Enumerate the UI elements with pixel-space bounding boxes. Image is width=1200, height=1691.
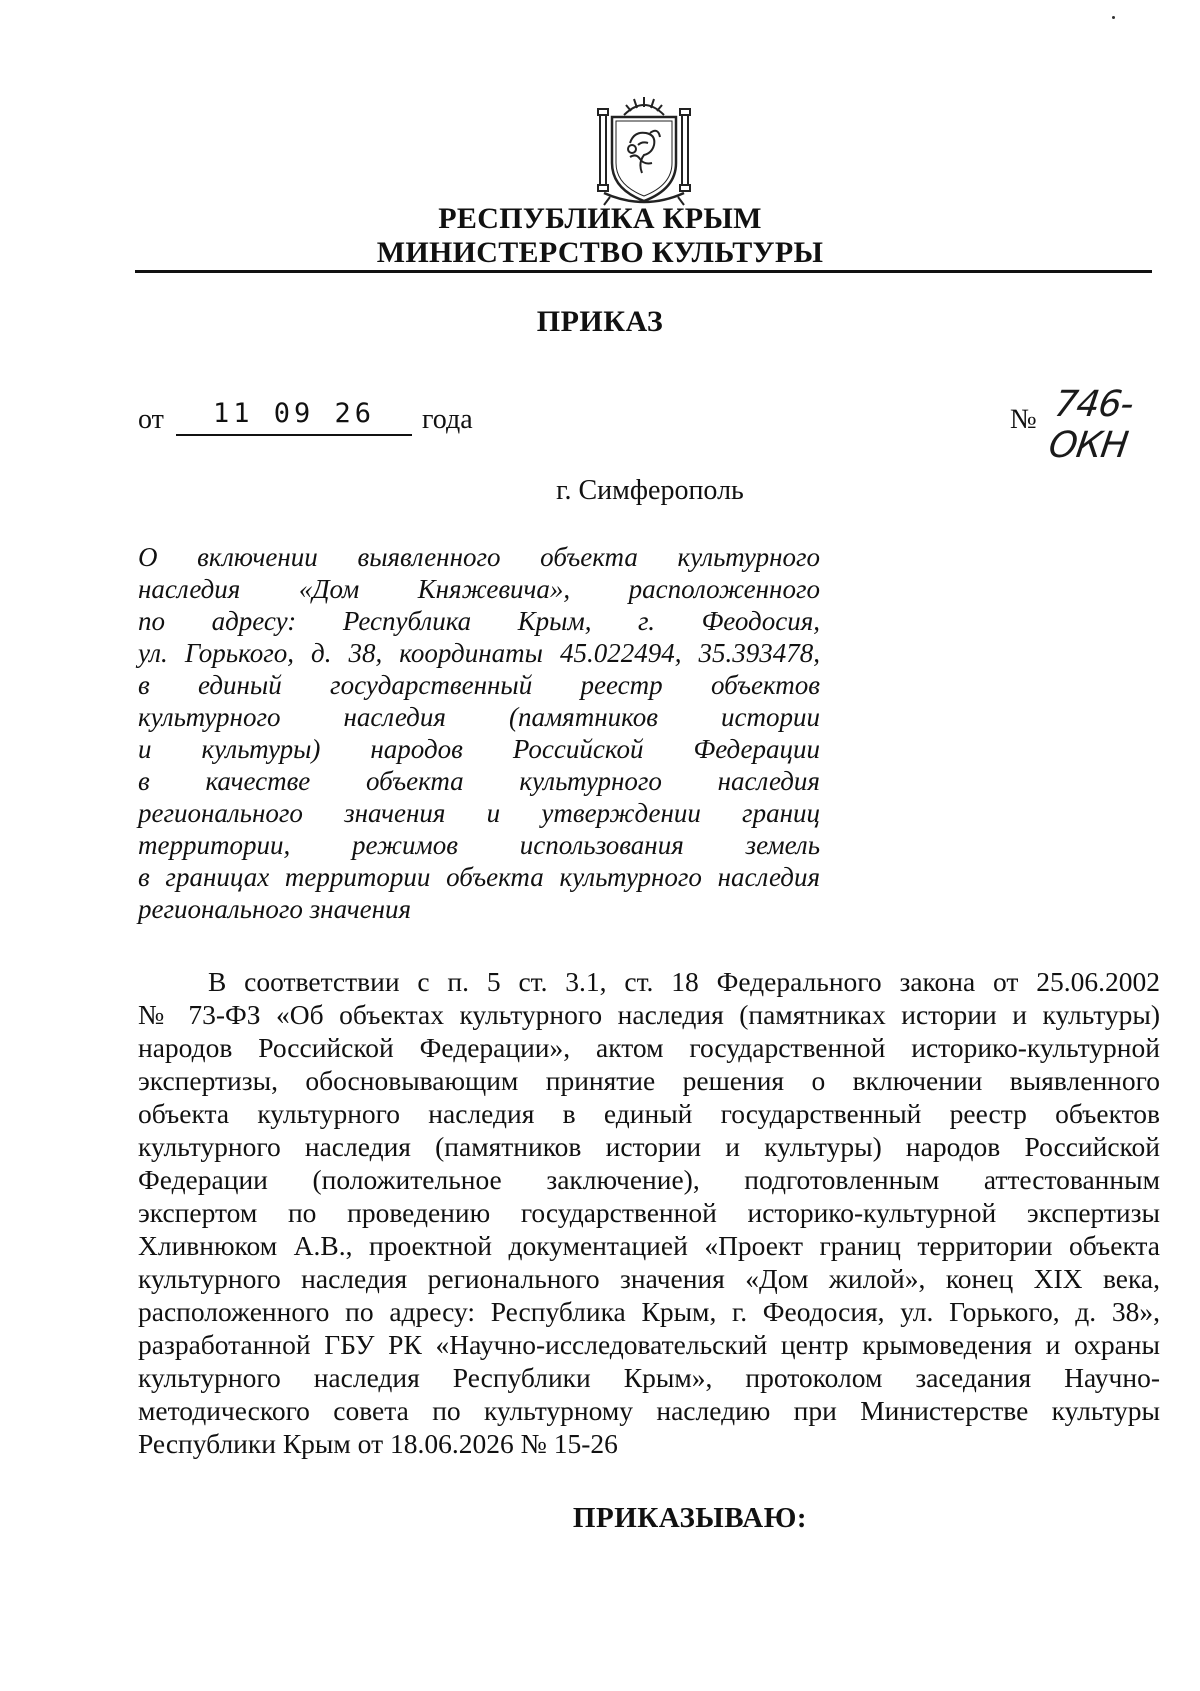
body-line: Хливнюком А.В., проектной документацией «Проект границ территории объекта [138,1230,1160,1261]
order-command: ПРИКАЗЫВАЮ: [572,1502,808,1534]
city-line: г. Симферополь [556,475,744,506]
subject-line: в единый государственный реестр объектов [138,670,820,700]
body-line: объекта культурного наследия в единый государственный реестр объектов [138,1098,1160,1129]
subject-line: О включении выявленного объекта культурного [138,542,820,572]
body-line: разработанной ГБУ РК «Научно-исследовательский центр крымоведения и охраны [138,1329,1160,1360]
scan-speck [1112,16,1115,19]
subject-line: в границах территории объекта культурного наследия [138,862,820,892]
body-line: Федерации (положительное заключение), подготовленным аттестованным [138,1164,1160,1195]
coat-of-arms-crimea-icon [590,93,698,211]
subject-line: и культуры) народов Российской Федерации [138,734,820,764]
subject-line: по адресу: Республика Крым, г. Феодосия, [138,606,820,636]
subject-line: культурного наследия (памятников истории [138,702,820,732]
body-line: В соответствии с п. 5 ст. 3.1, ст. 18 Федерального закона от 25.06.2002 [208,966,1160,997]
body-line: культурного наследия Республики Крым», протоколом заседания Научно- [138,1362,1160,1393]
body-line: Республики Крым от 18.06.2026 № 15-26 [138,1428,618,1459]
subject-line: ул. Горького, д. 38, координаты 45.022494, 35.393478, [138,638,820,668]
body-line: № 73-ФЗ «Об объектах культурного наследия (памятниках истории и культуры) [138,999,1160,1030]
order-subject [138,541,820,925]
order-body-paragraph [138,965,1160,1460]
header-divider [135,270,1152,273]
subject-line: регионального значения и утверждении границ [138,798,820,828]
date-year-label: года [422,404,473,435]
date-from-label: от [138,404,164,435]
header-republic: РЕСПУБЛИКА КРЫМ [438,202,762,235]
body-line: народов Российской Федерации», актом государственной историко-культурной [138,1032,1160,1063]
subject-line: наследия «Дом Княжевича», расположенного [138,574,820,604]
body-line: экспертизы, обосновывающим принятие решения о включении выявленного [138,1065,1160,1096]
body-line: экспертом по проведению государственной историко-культурной экспертизы [138,1197,1160,1228]
document-number-handwritten: 746-ОКН [1046,384,1136,466]
subject-line: регионального значения [138,894,412,924]
subject-line: территории, режимов использования земель [138,830,820,860]
body-line: культурного наследия регионального значения «Дом жилой», конец XIX века, [138,1263,1160,1294]
subject-line: в качестве объекта культурного наследия [138,766,820,796]
document-number-label: № [1010,404,1037,435]
document-date: 11 09 26 [212,398,376,429]
body-line: методического совета по культурному наследию при Министерстве культуры [138,1395,1160,1426]
header-ministry: МИНИСТЕРСТВО КУЛЬТУРЫ [376,236,824,269]
body-line: культурного наследия (памятников истории и культуры) народов Российской [138,1131,1160,1162]
date-underline [176,434,412,436]
body-line: расположенного по адресу: Республика Крым, г. Феодосия, ул. Горького, д. 38», [138,1296,1160,1327]
document-type-title: ПРИКАЗ [536,305,664,338]
